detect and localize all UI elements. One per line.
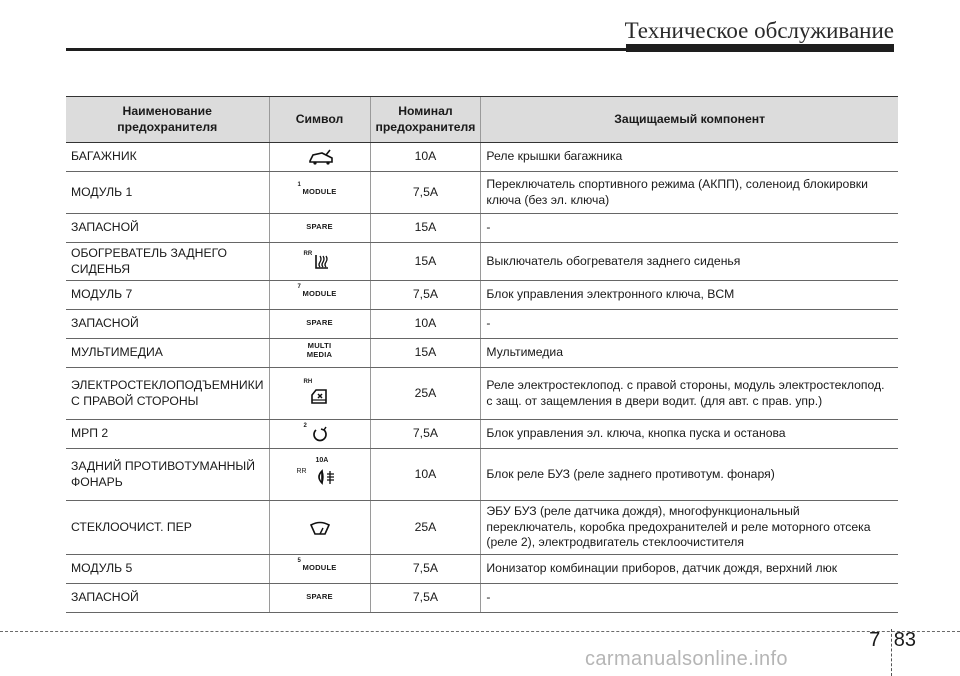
page-number <box>869 629 916 652</box>
symbol-label: MODULE <box>302 186 337 196</box>
symbol-amp-label: 10A <box>315 456 329 464</box>
symbol-tag: 2 <box>303 423 307 430</box>
table-row <box>66 243 898 281</box>
column-header-component: Защищаемый компонент <box>481 97 898 143</box>
fuse-name: МОДУЛЬ 5 <box>66 555 269 584</box>
fuse-rating: 10A <box>370 449 481 501</box>
fuse-component: ЭБУ БУЗ (реле датчика дождя), многофункциональный переключатель, коробка предохранителей и реле моторного отсека (реле 2), электродвигатель стеклоочистителя <box>481 501 898 555</box>
chapter-number: 7 <box>869 629 881 651</box>
column-header-symbol: Символ <box>269 97 370 143</box>
column-header-fuse-name: Наименование предохранителя <box>66 97 269 143</box>
table-row <box>66 310 898 339</box>
power-window-icon <box>308 385 332 409</box>
fuse-rating: 25A <box>370 501 481 555</box>
fuse-component: Переключатель спортивного режима (АКПП), соленоид блокировки ключа (без эл. ключа) <box>481 172 898 214</box>
fuse-rating: 15A <box>370 339 481 368</box>
fuse-symbol <box>269 555 370 584</box>
table-row <box>66 449 898 501</box>
fuse-rating: 7,5A <box>370 172 481 214</box>
page-number-value: 83 <box>893 629 916 651</box>
symbol-label: MODULE <box>302 563 337 573</box>
fuse-rating: 10A <box>370 310 481 339</box>
fuse-name: МУЛЬТИМЕДИА <box>66 339 269 368</box>
fuse-rating: 7,5A <box>370 555 481 584</box>
symbol-label: MULTI MEDIA <box>306 341 333 359</box>
fuse-name: ЗАДНИЙ ПРОТИВОТУМАННЫЙ ФОНАРЬ <box>66 449 269 501</box>
fuse-name: ЗАПАСНОЙ <box>66 584 269 613</box>
fuse-component: Блок управления эл. ключа, кнопка пуска и останова <box>481 420 898 449</box>
symbol-number: 1 <box>297 181 301 188</box>
fuse-symbol <box>269 368 370 420</box>
symbol-number: 5 <box>297 558 301 565</box>
fuse-component: Блок реле БУЗ (реле заднего противотум. фонаря) <box>481 449 898 501</box>
fuse-name: МОДУЛЬ 1 <box>66 172 269 214</box>
trunk-icon <box>308 147 334 167</box>
fuse-symbol <box>269 584 370 613</box>
fuse-name: БАГАЖНИК <box>66 143 269 172</box>
mdps-icon <box>308 424 332 446</box>
fuse-symbol <box>269 243 370 281</box>
symbol-tag: RH <box>303 378 313 385</box>
fuse-symbol <box>269 339 370 368</box>
header-tab-bar <box>626 44 894 52</box>
fuse-table <box>66 96 898 613</box>
fuse-symbol <box>269 449 370 501</box>
fuse-component: Реле электростеклопод. с правой стороны, модуль электростеклопод. с защ. от защемления в двери водит. (для авт. с прав. упр.) <box>481 368 898 420</box>
fuse-name: ЭЛЕКТРОСТЕКЛОПОДЪЕМНИКИ С ПРАВОЙ СТОРОНЫ <box>66 368 269 420</box>
table-row <box>66 501 898 555</box>
symbol-label: SPARE <box>306 592 333 602</box>
column-header-rating: Номинал предохранителя <box>370 97 481 143</box>
fuse-name: МРП 2 <box>66 420 269 449</box>
fuse-name: СТЕКЛООЧИСТ. ПЕР <box>66 501 269 555</box>
table-row <box>66 214 898 243</box>
fuse-rating: 25A <box>370 368 481 420</box>
symbol-label: MODULE <box>302 289 337 299</box>
table-row <box>66 584 898 613</box>
fuse-component: - <box>481 310 898 339</box>
fuse-symbol <box>269 310 370 339</box>
page-header-title: Техническое обслуживание <box>624 18 894 43</box>
front-wiper-icon <box>308 518 332 538</box>
table-row <box>66 368 898 420</box>
fuse-component: - <box>481 214 898 243</box>
fuse-name: ЗАПАСНОЙ <box>66 310 269 339</box>
symbol-label: SPARE <box>306 222 333 231</box>
fuse-component: Выключатель обогревателя заднего сиденья <box>481 243 898 281</box>
fuse-rating: 7,5A <box>370 584 481 613</box>
fuse-symbol <box>269 172 370 214</box>
rear-seat-heater-icon <box>308 252 332 274</box>
table-row <box>66 420 898 449</box>
symbol-tag: RR <box>296 467 307 475</box>
fuse-component: - <box>481 584 898 613</box>
rear-fog-lamp-icon <box>312 467 336 489</box>
fuse-symbol <box>269 420 370 449</box>
fuse-rating: 15A <box>370 243 481 281</box>
fuse-name: МОДУЛЬ 7 <box>66 281 269 310</box>
fuse-symbol <box>269 501 370 555</box>
fuse-component: Блок управления электронного ключа, BCM <box>481 281 898 310</box>
fuse-rating: 7,5A <box>370 420 481 449</box>
fuse-rating: 7,5A <box>370 281 481 310</box>
fuse-name: ЗАПАСНОЙ <box>66 214 269 243</box>
fuse-rating: 15A <box>370 214 481 243</box>
table-row <box>66 281 898 310</box>
fuse-symbol <box>269 143 370 172</box>
table-header-row <box>66 97 898 143</box>
fuse-rating: 10A <box>370 143 481 172</box>
fuse-component: Мультимедиа <box>481 339 898 368</box>
symbol-tag: RR <box>303 250 313 257</box>
fuse-component: Ионизатор комбинации приборов, датчик дождя, верхний люк <box>481 555 898 584</box>
symbol-label: SPARE <box>306 318 333 328</box>
table-row <box>66 172 898 214</box>
symbol-number: 7 <box>297 284 301 291</box>
fuse-component: Реле крышки багажника <box>481 143 898 172</box>
fuse-name: ОБОГРЕВАТЕЛЬ ЗАДНЕГО СИДЕНЬЯ <box>66 243 269 281</box>
fuse-symbol <box>269 281 370 310</box>
watermark: carmanualsonline.info <box>585 648 788 670</box>
table-row <box>66 143 898 172</box>
fuse-symbol <box>269 214 370 243</box>
table-row <box>66 339 898 368</box>
footer-rule <box>0 631 960 632</box>
table-row <box>66 555 898 584</box>
